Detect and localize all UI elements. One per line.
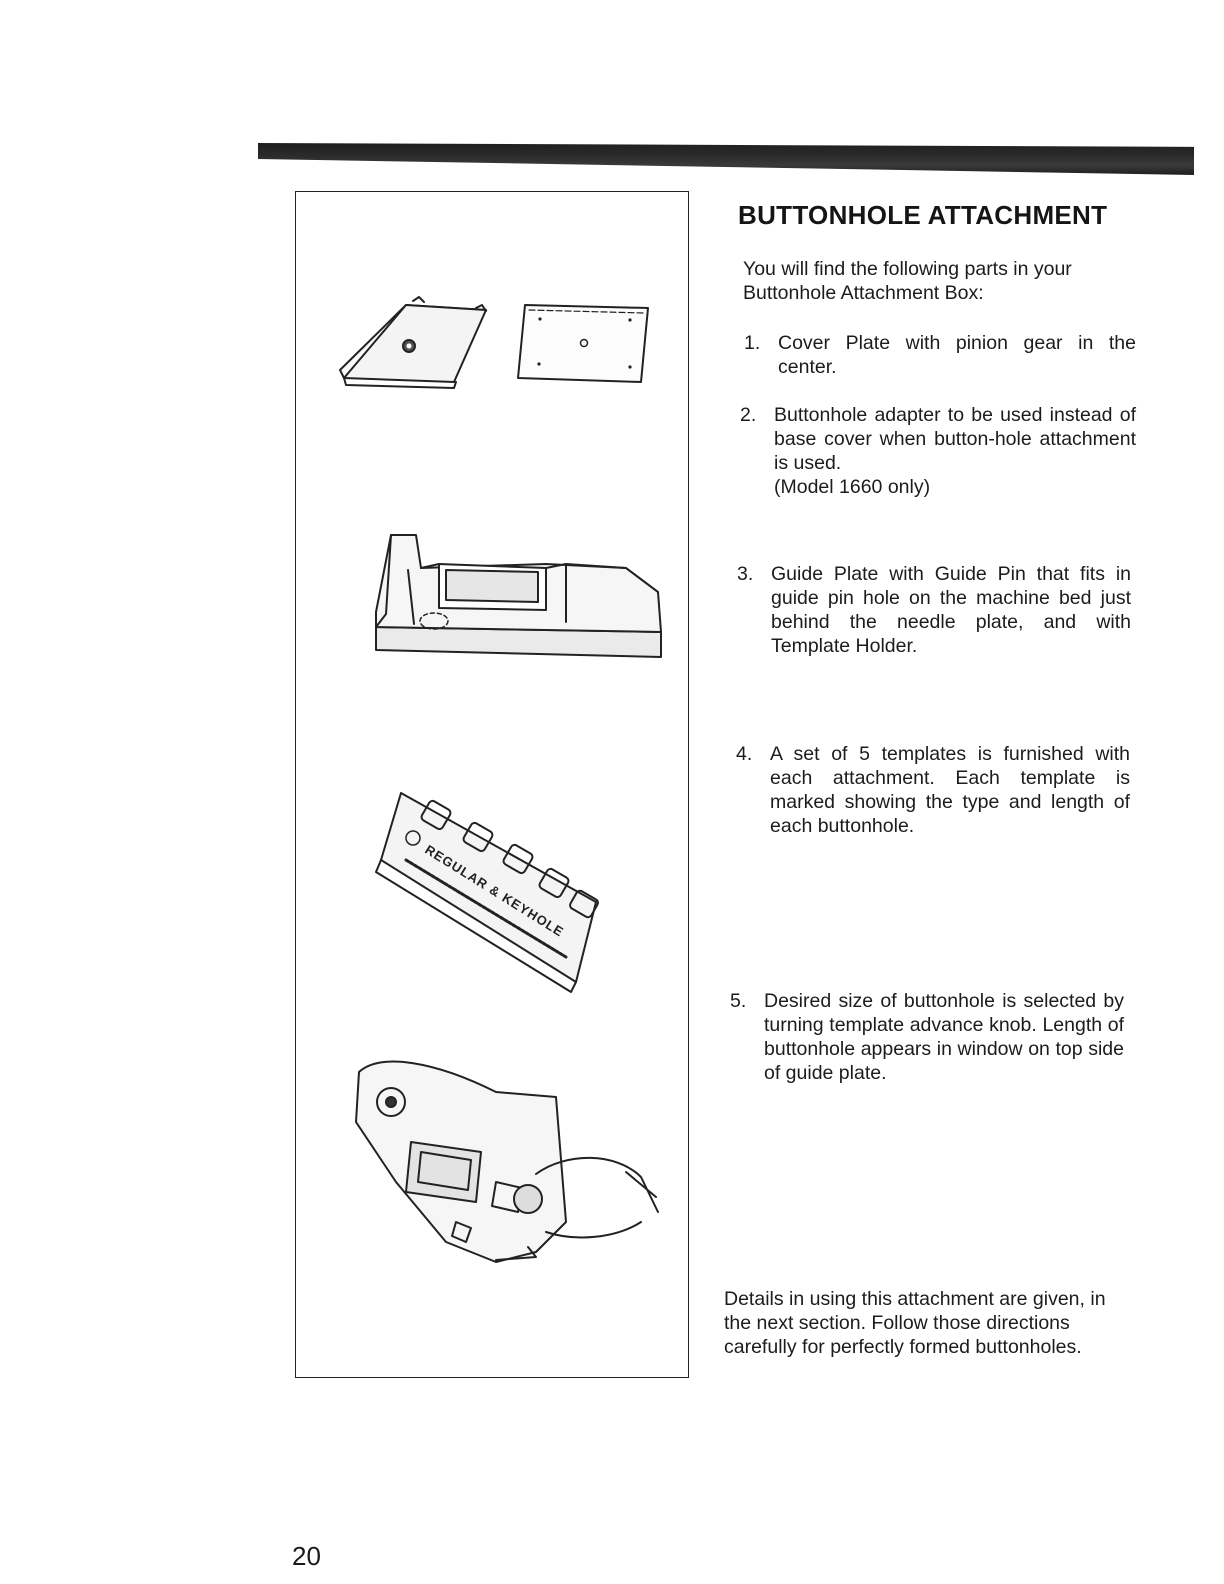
- intro-text: You will find the following parts in your Buttonhole Attachment Box:: [743, 258, 1072, 304]
- parts-illustration-panel: [295, 191, 689, 1378]
- page-title: BUTTONHOLE ATTACHMENT: [738, 200, 1108, 230]
- footer-text: Details in using this attachment are given, in the next section. Follow those directions carefully for perfectly formed buttonholes.: [724, 1288, 1106, 1358]
- item-text: A set of 5 templates is furnished with each attachment. Each template is marked showing the type and length of each buttonhole.: [770, 743, 1130, 837]
- item-text: Desired size of buttonhole is selected by turning template advance knob. Length of buttonhole appears in window on top side of guide plate.: [764, 990, 1124, 1084]
- knob-illustration: [356, 1062, 658, 1262]
- guide-plate-illustration: [376, 535, 661, 657]
- page-number: 20: [292, 1541, 321, 1571]
- item-number: 2.: [740, 404, 757, 426]
- item-text: Cover Plate with pinion gear in the center.: [778, 332, 1136, 378]
- template-illustration: [376, 793, 599, 992]
- item-note: (Model 1660 only): [774, 476, 931, 498]
- template-label: REGULAR & KEYHOLE: [422, 841, 567, 940]
- parts-illustration: [296, 192, 690, 1379]
- item-number: 3.: [737, 563, 754, 585]
- item-text: Buttonhole adapter to be used instead of base cover when button-hole attachment is used.: [774, 404, 1136, 474]
- item-text: Guide Plate with Guide Pin that fits in guide pin hole on the machine bed just behind the needle plate, and with Template Holder.: [771, 563, 1131, 657]
- item-number: 5.: [730, 990, 747, 1012]
- buttonhole-adapter-illustration: [518, 305, 648, 382]
- header-rule: [258, 143, 1194, 175]
- cover-plate-illustration: [340, 297, 486, 388]
- item-number: 4.: [736, 743, 753, 765]
- item-number: 1.: [744, 332, 761, 354]
